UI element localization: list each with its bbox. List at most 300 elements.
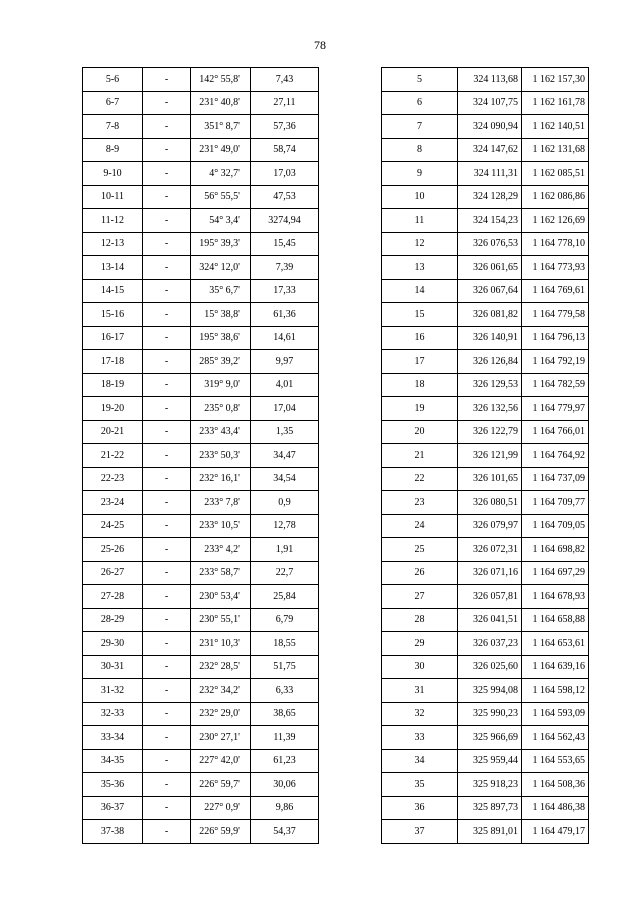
table-row [83,514,319,538]
x-coordinate-cell: 325 959,44 [458,749,522,773]
distance-cell: 34,47 [251,444,319,468]
segment-cell: 22-23 [83,467,143,491]
table-row [83,162,319,186]
point-number-cell: 36 [382,796,458,820]
segment-cell: 18-19 [83,373,143,397]
distance-cell: 9,97 [251,350,319,374]
segment-cell: 36-37 [83,796,143,820]
point-number-cell: 35 [382,773,458,797]
x-coordinate-cell: 326 025,60 [458,655,522,679]
table-row [83,350,319,374]
bearing-cell: 230° 53,4' [191,585,251,609]
bearing-cell: 233° 7,8' [191,491,251,515]
point-number-cell: 28 [382,608,458,632]
segment-cell: 27-28 [83,585,143,609]
y-coordinate-cell: 1 162 085,51 [522,162,589,186]
distance-cell: 30,06 [251,773,319,797]
y-coordinate-cell: 1 164 698,82 [522,538,589,562]
point-number-cell: 37 [382,820,458,844]
segment-cell: 25-26 [83,538,143,562]
y-coordinate-cell: 1 164 792,19 [522,350,589,374]
table-row [382,655,589,679]
segment-cell: 26-27 [83,561,143,585]
table-row [83,373,319,397]
distance-cell: 47,53 [251,185,319,209]
table-row [382,749,589,773]
x-coordinate-cell: 325 990,23 [458,702,522,726]
distance-cell: 34,54 [251,467,319,491]
point-number-cell: 17 [382,350,458,374]
bearing-cell: 227° 0,9' [191,796,251,820]
y-coordinate-cell: 1 164 678,93 [522,585,589,609]
table-row [83,279,319,303]
distance-cell: 9,86 [251,796,319,820]
y-coordinate-cell: 1 162 126,69 [522,209,589,233]
bearing-cell: 324° 12,0' [191,256,251,280]
y-coordinate-cell: 1 164 697,29 [522,561,589,585]
table-row [83,491,319,515]
y-coordinate-cell: 1 162 131,68 [522,138,589,162]
x-coordinate-cell: 326 071,16 [458,561,522,585]
point-number-cell: 7 [382,115,458,139]
bearing-cell: 233° 10,5' [191,514,251,538]
segment-cell: 10-11 [83,185,143,209]
y-coordinate-cell: 1 164 779,58 [522,303,589,327]
point-number-cell: 34 [382,749,458,773]
table-row [382,773,589,797]
y-coordinate-cell: 1 164 653,61 [522,632,589,656]
segment-cell: 8-9 [83,138,143,162]
segment-cell: 21-22 [83,444,143,468]
bearing-cell: 195° 38,6' [191,326,251,350]
point-number-cell: 6 [382,91,458,115]
table-row [382,68,589,92]
table-row [382,702,589,726]
distance-cell: 17,04 [251,397,319,421]
segment-cell: 37-38 [83,820,143,844]
point-number-cell: 25 [382,538,458,562]
table-row [83,138,319,162]
y-coordinate-cell: 1 164 779,97 [522,397,589,421]
y-coordinate-cell: 1 164 764,92 [522,444,589,468]
bearings-distances-table [82,67,319,844]
dash-cell: - [143,303,191,327]
segment-cell: 29-30 [83,632,143,656]
x-coordinate-cell: 326 129,53 [458,373,522,397]
dash-cell: - [143,115,191,139]
table-row [382,373,589,397]
x-coordinate-cell: 324 107,75 [458,91,522,115]
point-number-cell: 23 [382,491,458,515]
table-row [382,209,589,233]
x-coordinate-cell: 324 113,68 [458,68,522,92]
table-row [382,632,589,656]
dash-cell: - [143,655,191,679]
distance-cell: 58,74 [251,138,319,162]
table-row [83,115,319,139]
dash-cell: - [143,279,191,303]
table-row [382,679,589,703]
x-coordinate-cell: 325 994,08 [458,679,522,703]
dash-cell: - [143,397,191,421]
point-number-cell: 33 [382,726,458,750]
point-number-cell: 11 [382,209,458,233]
table-row [382,491,589,515]
bearing-cell: 233° 43,4' [191,420,251,444]
segment-cell: 17-18 [83,350,143,374]
segment-cell: 15-16 [83,303,143,327]
point-number-cell: 15 [382,303,458,327]
distance-cell: 6,33 [251,679,319,703]
dash-cell: - [143,420,191,444]
x-coordinate-cell: 326 061,65 [458,256,522,280]
bearing-cell: 35° 6,7' [191,279,251,303]
table-row [83,326,319,350]
y-coordinate-cell: 1 164 593,09 [522,702,589,726]
table-row [83,561,319,585]
table-row [83,303,319,327]
table-row [382,561,589,585]
table-row [83,820,319,844]
table-row [382,444,589,468]
dash-cell: - [143,350,191,374]
x-coordinate-cell: 326 076,53 [458,232,522,256]
x-coordinate-cell: 326 079,97 [458,514,522,538]
point-number-cell: 31 [382,679,458,703]
table-row [382,796,589,820]
dash-cell: - [143,538,191,562]
segment-cell: 14-15 [83,279,143,303]
table-row [83,749,319,773]
dash-cell: - [143,514,191,538]
distance-cell: 17,03 [251,162,319,186]
bearing-cell: 230° 27,1' [191,726,251,750]
dash-cell: - [143,749,191,773]
bearing-cell: 231° 40,8' [191,91,251,115]
x-coordinate-cell: 326 041,51 [458,608,522,632]
segment-cell: 12-13 [83,232,143,256]
table-row [83,467,319,491]
page-number: 78 [314,38,326,52]
table-row [83,209,319,233]
point-number-cell: 27 [382,585,458,609]
point-number-cell: 10 [382,185,458,209]
table-row [83,397,319,421]
y-coordinate-cell: 1 164 773,93 [522,256,589,280]
segment-cell: 20-21 [83,420,143,444]
table-row [83,632,319,656]
dash-cell: - [143,702,191,726]
distance-cell: 27,11 [251,91,319,115]
table-row [382,115,589,139]
dash-cell: - [143,138,191,162]
dash-cell: - [143,256,191,280]
table-row [83,608,319,632]
segment-cell: 28-29 [83,608,143,632]
point-number-cell: 30 [382,655,458,679]
dash-cell: - [143,820,191,844]
distance-cell: 0,9 [251,491,319,515]
table-row [382,303,589,327]
point-number-cell: 14 [382,279,458,303]
distance-cell: 14,61 [251,326,319,350]
bearing-cell: 351° 8,7' [191,115,251,139]
table-row [382,608,589,632]
table-row [83,679,319,703]
dash-cell: - [143,326,191,350]
x-coordinate-cell: 326 121,99 [458,444,522,468]
bearing-cell: 285° 39,2' [191,350,251,374]
distance-cell: 61,23 [251,749,319,773]
table-row [382,420,589,444]
distance-cell: 4,01 [251,373,319,397]
distance-cell: 18,55 [251,632,319,656]
segment-cell: 9-10 [83,162,143,186]
dash-cell: - [143,373,191,397]
y-coordinate-cell: 1 164 598,12 [522,679,589,703]
dash-cell: - [143,561,191,585]
table-row [83,185,319,209]
bearing-cell: 231° 10,3' [191,632,251,656]
x-coordinate-cell: 325 918,23 [458,773,522,797]
y-coordinate-cell: 1 164 737,09 [522,467,589,491]
bearing-cell: 226° 59,9' [191,820,251,844]
dash-cell: - [143,209,191,233]
x-coordinate-cell: 326 080,51 [458,491,522,515]
table-row [382,232,589,256]
bearing-cell: 232° 34,2' [191,679,251,703]
y-coordinate-cell: 1 164 553,65 [522,749,589,773]
x-coordinate-cell: 326 101,65 [458,467,522,491]
bearing-cell: 232° 28,5' [191,655,251,679]
x-coordinate-cell: 324 128,29 [458,185,522,209]
table-row [83,444,319,468]
segment-cell: 33-34 [83,726,143,750]
table-row [382,326,589,350]
segment-cell: 19-20 [83,397,143,421]
segment-cell: 16-17 [83,326,143,350]
y-coordinate-cell: 1 162 086,86 [522,185,589,209]
y-coordinate-cell: 1 162 157,30 [522,68,589,92]
dash-cell: - [143,185,191,209]
y-coordinate-cell: 1 164 778,10 [522,232,589,256]
y-coordinate-cell: 1 162 140,51 [522,115,589,139]
dash-cell: - [143,796,191,820]
point-number-cell: 18 [382,373,458,397]
table-row [83,702,319,726]
x-coordinate-cell: 324 147,62 [458,138,522,162]
table-row [382,350,589,374]
x-coordinate-cell: 325 897,73 [458,796,522,820]
point-number-cell: 8 [382,138,458,162]
bearing-cell: 235° 0,8' [191,397,251,421]
point-number-cell: 24 [382,514,458,538]
table-row [382,256,589,280]
x-coordinate-cell: 326 037,23 [458,632,522,656]
y-coordinate-cell: 1 164 769,61 [522,279,589,303]
segment-cell: 11-12 [83,209,143,233]
y-coordinate-cell: 1 164 709,77 [522,491,589,515]
point-number-cell: 13 [382,256,458,280]
table-row [83,256,319,280]
distance-cell: 15,45 [251,232,319,256]
table-row [83,538,319,562]
bearing-cell: 319° 9,0' [191,373,251,397]
bearing-cell: 54° 3,4' [191,209,251,233]
bearing-cell: 230° 55,1' [191,608,251,632]
segment-cell: 6-7 [83,91,143,115]
distance-cell: 1,35 [251,420,319,444]
y-coordinate-cell: 1 164 479,17 [522,820,589,844]
distance-cell: 54,37 [251,820,319,844]
bearing-cell: 232° 29,0' [191,702,251,726]
table-row [382,138,589,162]
bearing-cell: 232° 16,1' [191,467,251,491]
y-coordinate-cell: 1 164 796,13 [522,326,589,350]
segment-cell: 30-31 [83,655,143,679]
y-coordinate-cell: 1 164 639,16 [522,655,589,679]
bearing-cell: 15° 38,8' [191,303,251,327]
x-coordinate-cell: 326 132,56 [458,397,522,421]
y-coordinate-cell: 1 164 658,88 [522,608,589,632]
segment-cell: 23-24 [83,491,143,515]
table-row [382,91,589,115]
bearing-cell: 195° 39,3' [191,232,251,256]
segment-cell: 32-33 [83,702,143,726]
point-number-cell: 26 [382,561,458,585]
x-coordinate-cell: 326 081,82 [458,303,522,327]
y-coordinate-cell: 1 164 486,38 [522,796,589,820]
distance-cell: 12,78 [251,514,319,538]
dash-cell: - [143,726,191,750]
point-number-cell: 12 [382,232,458,256]
segment-cell: 7-8 [83,115,143,139]
table-row [382,726,589,750]
bearing-cell: 56° 55,5' [191,185,251,209]
distance-cell: 57,36 [251,115,319,139]
x-coordinate-cell: 326 126,84 [458,350,522,374]
bearing-cell: 4° 32,7' [191,162,251,186]
distance-cell: 7,43 [251,68,319,92]
table-row [83,655,319,679]
y-coordinate-cell: 1 164 766,01 [522,420,589,444]
y-coordinate-cell: 1 164 508,36 [522,773,589,797]
table-row [382,397,589,421]
distance-cell: 11,39 [251,726,319,750]
segment-cell: 5-6 [83,68,143,92]
y-coordinate-cell: 1 164 562,43 [522,726,589,750]
dash-cell: - [143,68,191,92]
dash-cell: - [143,679,191,703]
x-coordinate-cell: 324 090,94 [458,115,522,139]
point-number-cell: 5 [382,68,458,92]
table-row [83,232,319,256]
x-coordinate-cell: 326 067,64 [458,279,522,303]
distance-cell: 7,39 [251,256,319,280]
y-coordinate-cell: 1 164 709,05 [522,514,589,538]
table-row [83,773,319,797]
dash-cell: - [143,444,191,468]
point-number-cell: 19 [382,397,458,421]
segment-cell: 13-14 [83,256,143,280]
table-row [382,185,589,209]
x-coordinate-cell: 325 966,69 [458,726,522,750]
table-row [83,726,319,750]
dash-cell: - [143,491,191,515]
point-number-cell: 29 [382,632,458,656]
table-row [382,820,589,844]
x-coordinate-cell: 326 140,91 [458,326,522,350]
bearing-cell: 233° 50,3' [191,444,251,468]
bearing-cell: 226° 59,7' [191,773,251,797]
table-row [83,585,319,609]
table-row [382,538,589,562]
bearing-cell: 231° 49,0' [191,138,251,162]
point-number-cell: 16 [382,326,458,350]
distance-cell: 17,33 [251,279,319,303]
distance-cell: 1,91 [251,538,319,562]
table-row [382,585,589,609]
point-number-cell: 32 [382,702,458,726]
dash-cell: - [143,162,191,186]
x-coordinate-cell: 326 072,31 [458,538,522,562]
dash-cell: - [143,467,191,491]
bearing-cell: 233° 4,2' [191,538,251,562]
segment-cell: 24-25 [83,514,143,538]
table-row [83,796,319,820]
x-coordinate-cell: 324 111,31 [458,162,522,186]
x-coordinate-cell: 324 154,23 [458,209,522,233]
y-coordinate-cell: 1 162 161,78 [522,91,589,115]
y-coordinate-cell: 1 164 782,59 [522,373,589,397]
table-row [83,420,319,444]
segment-cell: 35-36 [83,773,143,797]
dash-cell: - [143,91,191,115]
segment-cell: 31-32 [83,679,143,703]
table-row [83,68,319,92]
coordinates-table [381,67,589,844]
distance-cell: 6,79 [251,608,319,632]
point-number-cell: 22 [382,467,458,491]
point-number-cell: 20 [382,420,458,444]
table-row [382,162,589,186]
table-row [382,514,589,538]
bearing-cell: 227° 42,0' [191,749,251,773]
dash-cell: - [143,608,191,632]
distance-cell: 3274,94 [251,209,319,233]
dash-cell: - [143,232,191,256]
distance-cell: 51,75 [251,655,319,679]
distance-cell: 38,65 [251,702,319,726]
point-number-cell: 21 [382,444,458,468]
x-coordinate-cell: 325 891,01 [458,820,522,844]
distance-cell: 22,7 [251,561,319,585]
dash-cell: - [143,585,191,609]
table-row [83,91,319,115]
dash-cell: - [143,773,191,797]
dash-cell: - [143,632,191,656]
bearing-cell: 142° 55,8' [191,68,251,92]
distance-cell: 25,84 [251,585,319,609]
distance-cell: 61,36 [251,303,319,327]
x-coordinate-cell: 326 122,79 [458,420,522,444]
table-row [382,467,589,491]
x-coordinate-cell: 326 057,81 [458,585,522,609]
point-number-cell: 9 [382,162,458,186]
segment-cell: 34-35 [83,749,143,773]
bearing-cell: 233° 58,7' [191,561,251,585]
table-row [382,279,589,303]
